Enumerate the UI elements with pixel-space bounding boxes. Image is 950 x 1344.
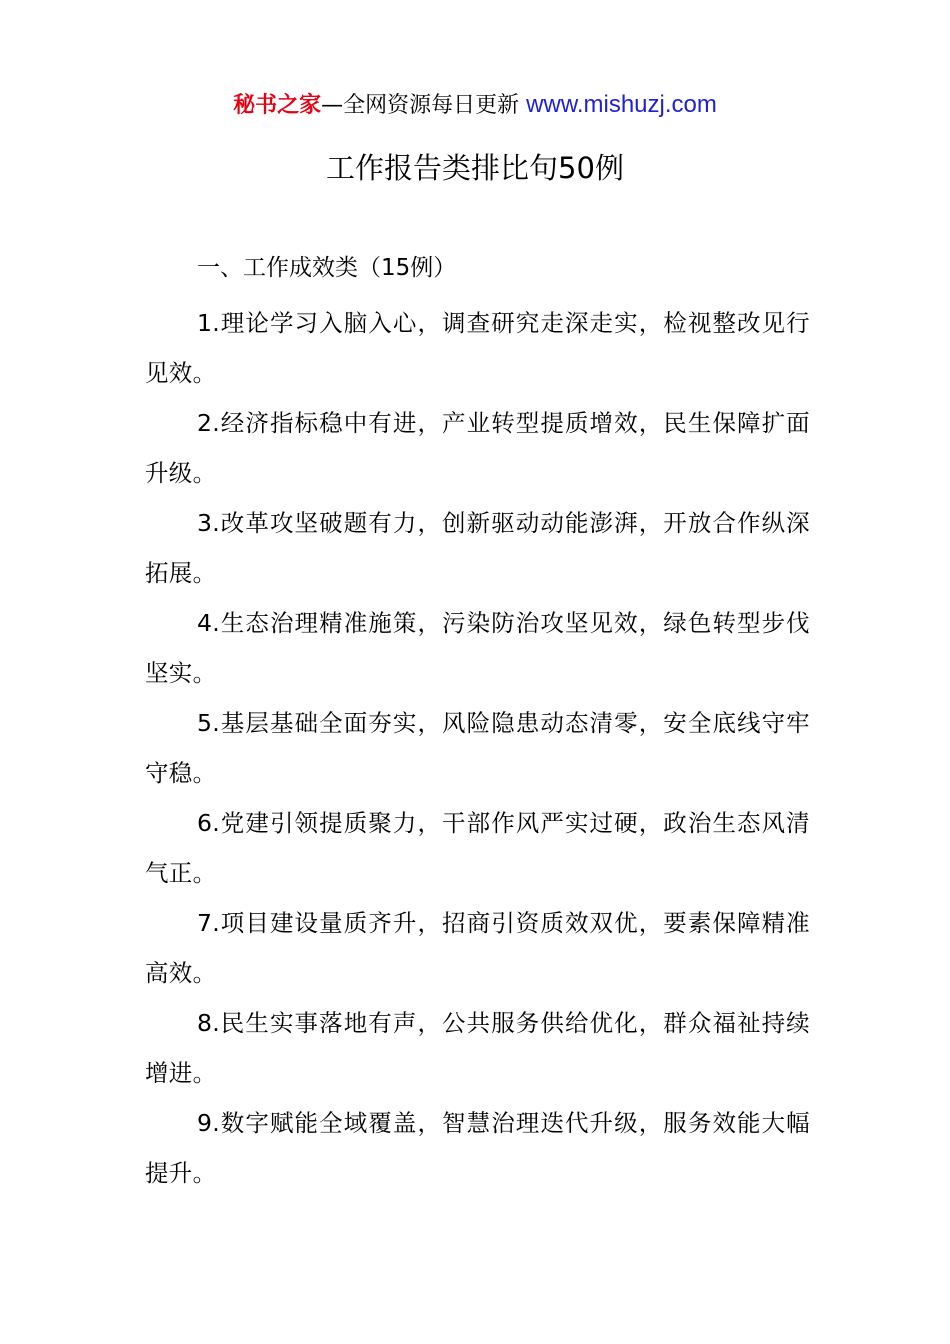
- list-item: 9.数字赋能全域覆盖，智慧治理迭代升级，服务效能大幅提升。: [145, 1109, 810, 1187]
- site-header: [0, 88, 950, 123]
- list-item: 1.理论学习入脑入心，调查研究走深走实，检视整改见行见效。: [145, 309, 810, 387]
- document-title: 工作报告类排比句50例: [326, 151, 624, 185]
- section-heading: 一、工作成效类（15例）: [197, 255, 457, 281]
- header-slogan: —全网资源每日更新: [321, 93, 527, 118]
- list-item: 2.经济指标稳中有进，产业转型提质增效，民生保障扩面升级。: [145, 409, 810, 487]
- list-item: 7.项目建设量质齐升，招商引资质效双优，要素保障精准高效。: [145, 909, 810, 987]
- list-item: 8.民生实事落地有声，公共服务供给优化，群众福祉持续增进。: [145, 1009, 810, 1087]
- list-item: 3.改革攻坚破题有力，创新驱动动能澎湃，开放合作纵深拓展。: [145, 509, 810, 587]
- list-item: 4.生态治理精准施策，污染防治攻坚见效，绿色转型步伐坚实。: [145, 609, 810, 687]
- site-url-link[interactable]: www.mishuzj.com: [526, 91, 717, 118]
- list-item: 6.党建引领提质聚力，干部作风严实过硬，政治生态风清气正。: [145, 809, 810, 887]
- brand-name: 秘书之家: [233, 93, 322, 118]
- document-body: [145, 248, 810, 1198]
- list-item: 5.基层基础全面夯实，风险隐患动态清零，安全底线守牢守稳。: [145, 709, 810, 787]
